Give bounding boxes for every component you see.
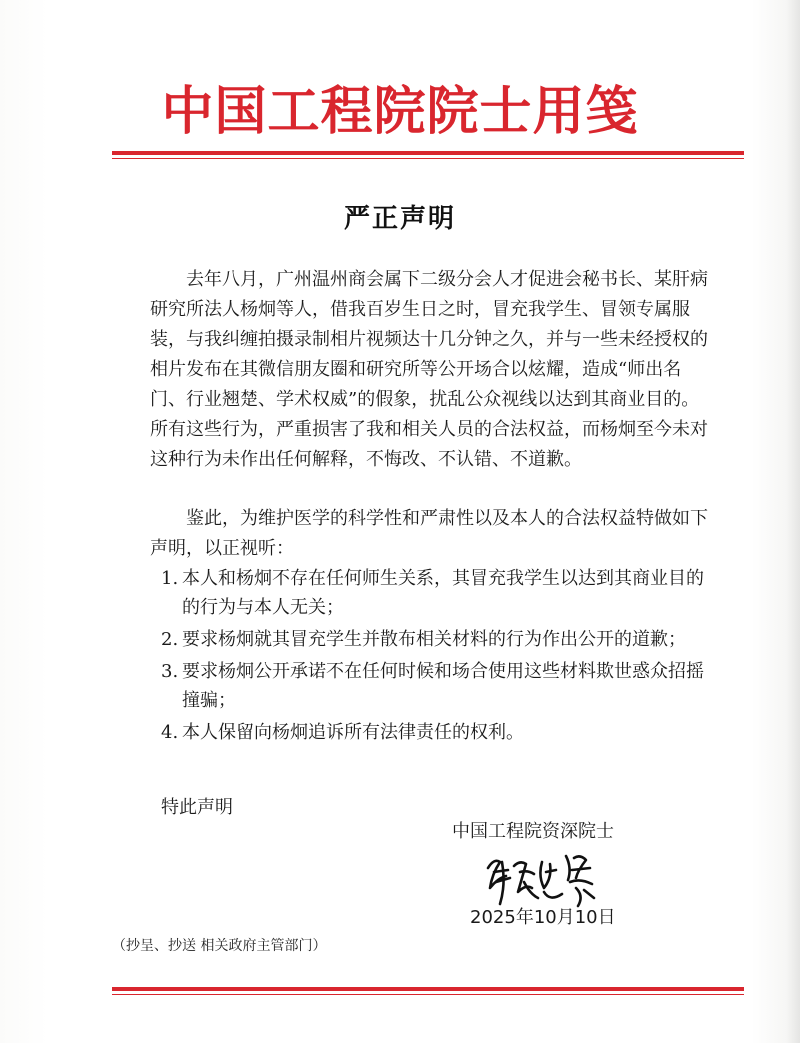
list-item-text: 本人和杨炯不存在任何师生关系，其冒充我学生以达到其商业目的的行为与本人无关； (182, 568, 704, 618)
list-item (150, 625, 710, 654)
letterhead-title: 中国工程院院士用笺 (161, 81, 639, 142)
cc-note: （抄呈、抄送 相关政府主管部门） (112, 938, 327, 954)
paragraph-2: 鉴此，为维护医学的科学性和严肃性以及本人的合法权益特做如下声明，以正视听： (150, 508, 708, 559)
handwritten-signature (480, 848, 600, 910)
paragraph-1: 去年八月，广州温州商会属下二级分会人才促进会秘书长、某肝病研究所法人杨炯等人，借我百岁生日之时，冒充我学生、冒领专属服装，与我纠缠拍摄录制相片视频达十几分钟之久，并与一些未经授权的相片发布在其微信朋友圈和研究所等公开场合以炫耀，造成“师出名门、行业翘楚、学术权威”的假象，扰乱公众视线以达到其商业目的。所有这些行为，严重损害了我和相关人员的合法权益，而杨炯至今未对这种行为未作出任何解释，不悔改、不认错、不道歉。 (150, 269, 708, 470)
list-item-number: 1. (161, 568, 179, 589)
date-month: 10 (533, 907, 557, 928)
page-edge-shadow (786, 0, 800, 1043)
list-item (150, 657, 710, 715)
declaration-list (150, 564, 710, 750)
signer-title: 中国工程院资深院士 (452, 821, 614, 842)
date-day: 10 (574, 907, 598, 928)
signature-date (470, 903, 616, 933)
list-item-text: 本人保留向杨炯追诉所有法律责任的权利。 (182, 722, 524, 743)
list-item-text: 要求杨炯就其冒充学生并散布相关材料的行为作出公开的道歉； (182, 629, 686, 650)
list-item-text: 要求杨炯公开承诺不在任何时候和场合使用这些材料欺世惑众招摇撞骗； (182, 661, 704, 711)
date-month-unit: 月 (556, 907, 575, 928)
footer-rule-thin (112, 994, 744, 995)
footer-rule-thick (112, 987, 744, 991)
list-item-number: 2. (161, 629, 179, 650)
list-item-number: 4. (161, 722, 179, 743)
list-item-number: 3. (161, 661, 179, 682)
list-item (150, 564, 710, 622)
statement-title: 严正声明 (343, 204, 456, 234)
date-day-unit: 日 (597, 907, 616, 928)
letterhead-rule-thick (112, 151, 744, 155)
date-year-unit: 年 (515, 907, 534, 928)
date-year: 2025 (470, 907, 516, 928)
list-item (150, 718, 710, 747)
letterhead-rule-thin (112, 158, 744, 159)
closing-text: 特此声明 (161, 797, 233, 818)
